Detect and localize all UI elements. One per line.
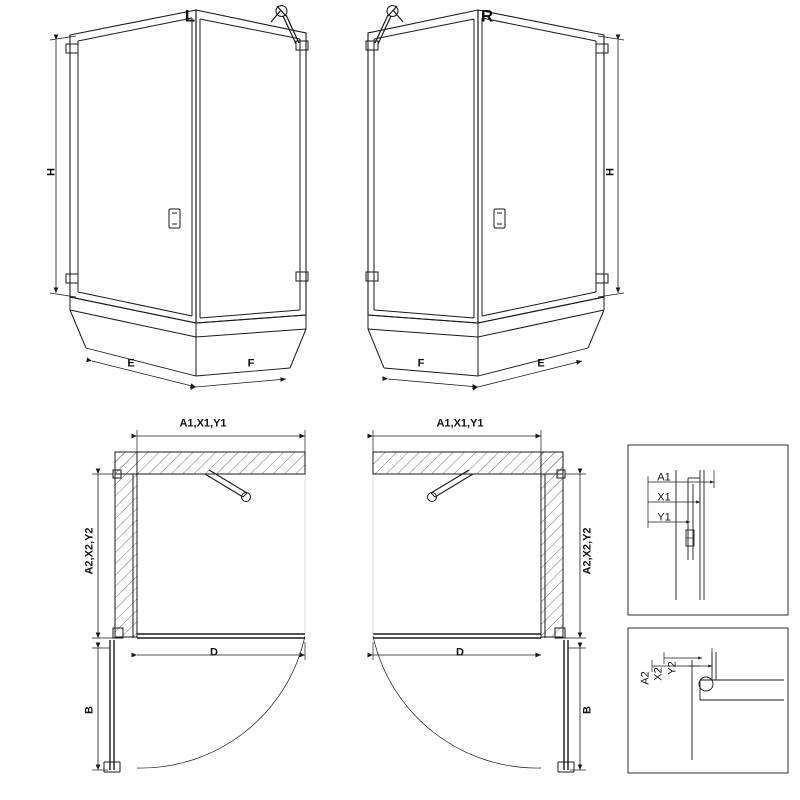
plan-view-left xyxy=(104,452,305,772)
detail-label-x2: X2 xyxy=(652,667,665,681)
elevation-view-left xyxy=(66,6,308,377)
dimension-label-plan-width-right: A1,X1,Y1 xyxy=(436,417,484,430)
dimension-height-left xyxy=(50,36,76,297)
dimension-label-plan-width-left: A1,X1,Y1 xyxy=(179,417,227,430)
detail-view-bottom xyxy=(628,628,788,773)
detail-label-y2: Y2 xyxy=(666,661,679,675)
label-left-hand: L xyxy=(184,6,196,26)
detail-label-y1: Y1 xyxy=(657,511,671,524)
dimension-label-f-left: F xyxy=(247,357,255,370)
dimension-label-h-right: H xyxy=(604,168,617,176)
dimension-label-f-right: F xyxy=(417,357,425,370)
plan-view-right xyxy=(373,452,574,772)
detail-label-a2: A2 xyxy=(639,671,652,685)
dimension-label-b-left: B xyxy=(83,706,96,714)
detail-view-top xyxy=(628,445,788,615)
dimension-label-e-left: E xyxy=(127,357,135,370)
label-right-hand: R xyxy=(480,6,494,26)
dimension-height-right xyxy=(598,36,624,297)
elevation-view-right xyxy=(366,6,608,377)
dimension-label-b-right: B xyxy=(581,706,594,714)
dimension-label-e-right: E xyxy=(537,357,545,370)
dimension-label-h-left: H xyxy=(45,168,58,176)
dimension-label-plan-depth-right: A2,X2,Y2 xyxy=(581,527,594,575)
detail-label-a1: A1 xyxy=(657,471,671,484)
dimension-label-plan-depth-left: A2,X2,Y2 xyxy=(83,527,96,575)
detail-label-x1: X1 xyxy=(657,491,671,504)
dimension-label-d-right: D xyxy=(456,646,464,659)
dimension-label-d-left: D xyxy=(210,646,218,659)
